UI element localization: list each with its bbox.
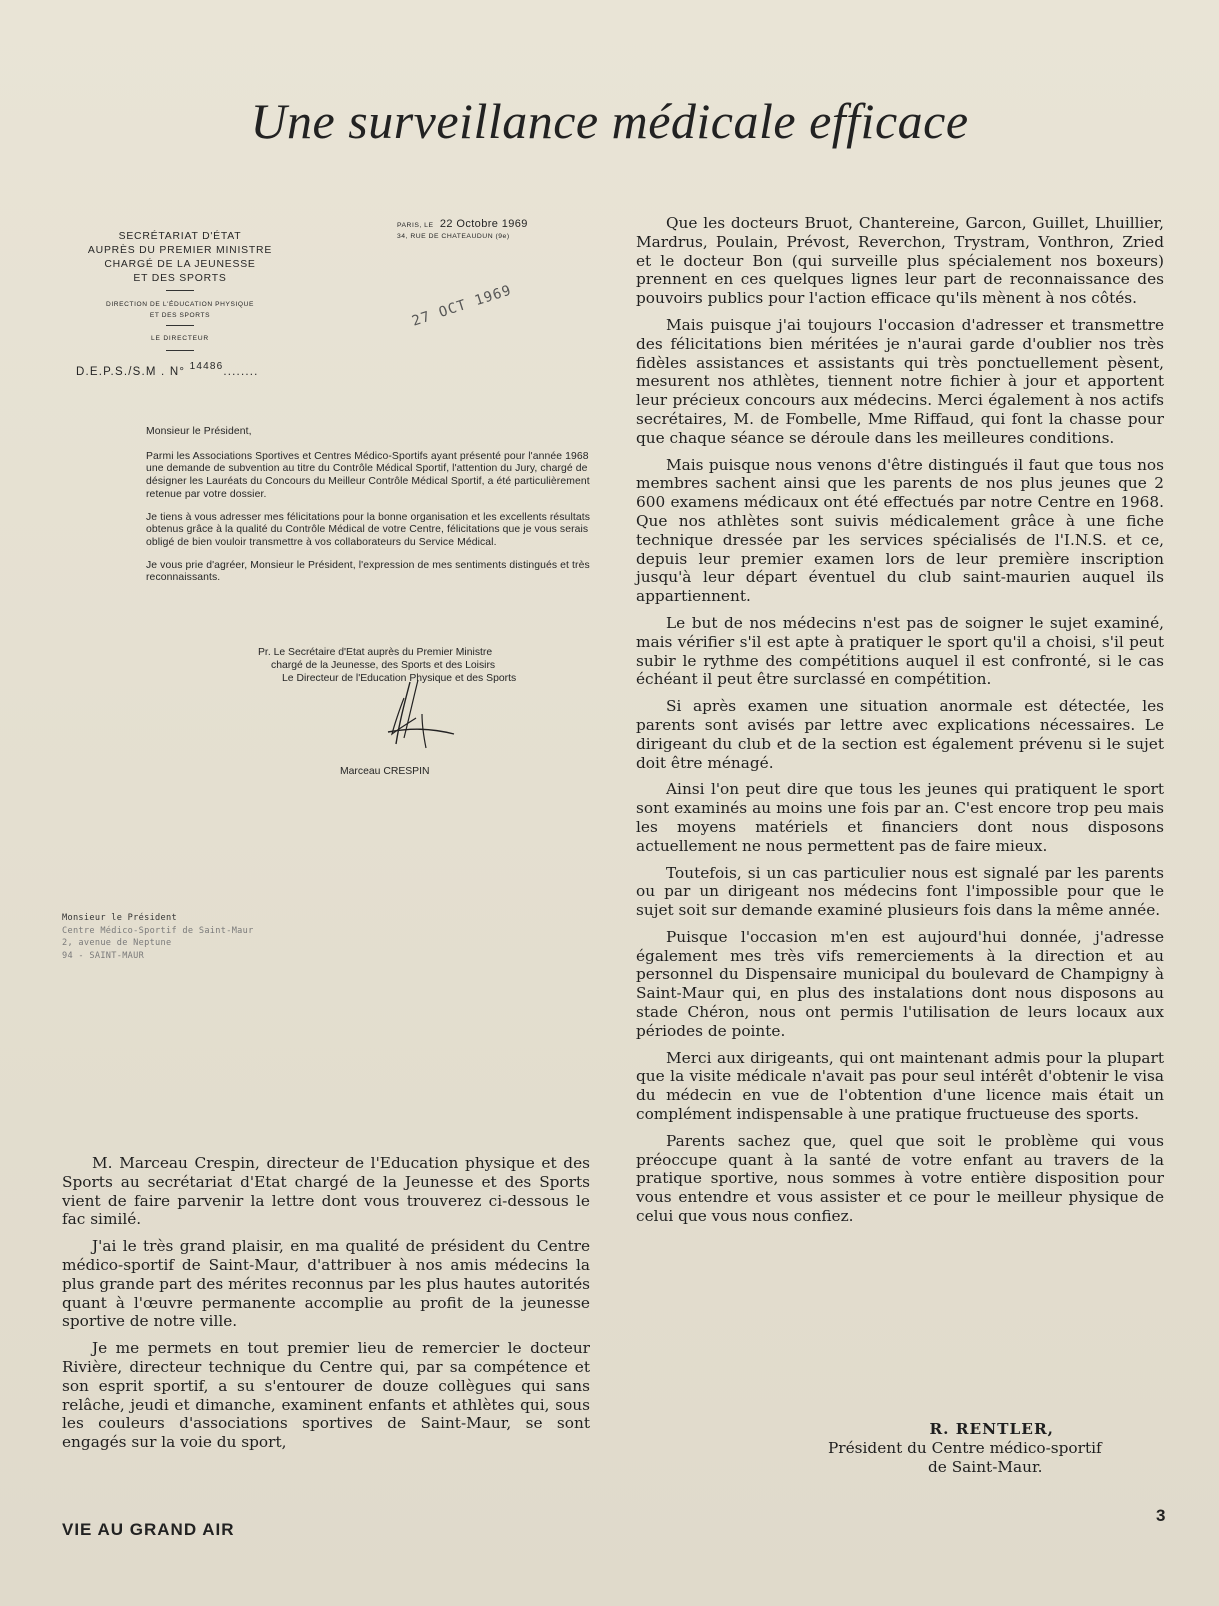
- reference-dots: ........: [223, 366, 259, 378]
- reference-value: 14486: [189, 361, 224, 372]
- letterhead-line: AUPRÈS DU PREMIER MINISTRE: [87, 245, 273, 256]
- addressee-line: 2, avenue de Neptune: [62, 938, 172, 948]
- author-name: R. RENTLER,: [929, 1420, 1054, 1438]
- letter-paragraph: Parmi les Associations Sportives et Centres Médico-Sportifs ayant présenté pour l'année 1968 une demande de subvention au titre du Contrôle Médical Sportif, l'attention du Jury, chargé de désigner les Lauréats du Concours du Meilleur Contrôle Médical Sportif, a été particulièrement retenue par votre dossier.: [146, 450, 590, 500]
- article-paragraph: Je me permets en tout premier lieu de remercier le docteur Rivière, directeur technique du Centre qui, par sa compétence et son esprit sportif, a su s'entourer de douze collègues qui sans relâche, jeudi et dimanche, examinent enfants et athlètes qui, sous les couleurs d'associations sportives de Saint-Maur, se sont engagés sur la voie du sport,: [62, 1339, 590, 1452]
- article-paragraph: Le but de nos médecins n'est pas de soigner le sujet examiné, mais vérifier s'il est apte à pratiquer le sport qu'il a choisi, s'il peut subir le rythme des compétitions auquel il est confronté, si le cas échéant il peut être surclassé en compétition.: [636, 613, 1164, 689]
- signature-line: Pr. Le Secrétaire d'Etat auprès du Premier Ministre: [258, 647, 493, 658]
- article-paragraph: Que les docteurs Bruot, Chantereine, Garcon, Guillet, Lhuillier, Mardrus, Poulain, Prévost, Reverchon, Trystram, Vonthron, Zried et le docteur Bon (qui surveille plus spécialement nos boxeurs) prennent en ces quelques lignes leur part de reconnaissance des pouvoirs publics pour l'action efficace qu'ils mènent à nos côtés.: [636, 214, 1164, 308]
- letter-addressee: [62, 912, 254, 962]
- letter-date: 22 Octobre 1969: [439, 218, 528, 230]
- direction-name: [60, 299, 300, 321]
- article-paragraph: Parents sachez que, quel que soit le problème qui vous préoccupe quant à la santé de votre enfant au travers de la pratique sportive, nous sommes à votre entière disposition pour vous entendre et vous assister et ce pour le meilleur physique de celui que vous nous confiez.: [636, 1131, 1164, 1226]
- magazine-footer: VIE AU GRAND AIR: [62, 1520, 235, 1539]
- reference-label: D.E.P.S./S.M . N°: [76, 366, 186, 378]
- letterhead: [60, 230, 300, 355]
- addressee-line: Centre Médico-Sportif de Saint-Maur: [62, 925, 254, 936]
- letter-paragraph: Je tiens à vous adresser mes félicitations pour la bonne organisation et les excellents résultats obtenus grâce à la qualité du Contrôle Médical de votre Centre, félicitations que je vous serais obligé de bien vouloir transmettre à vos collaborateurs du Service Médical.: [146, 511, 591, 548]
- article-paragraph: J'ai le très grand plaisir, en ma qualité de président du Centre médico-sportif de Saint-Maur, d'attribuer à nos amis médecins la plus grande part des mérites reconnus par les plus hautes autorités quant à l'œuvre permanente accomplie au profit de la jeunesse sportive de notre ville.: [62, 1237, 590, 1331]
- letterhead-divider: [166, 325, 194, 326]
- article-signature: [636, 1420, 1164, 1476]
- signer-name: Marceau CRESPIN: [340, 766, 430, 777]
- article-paragraph: Si après examen une situation anormale est détectée, les parents sont avisés par lettre avec explications nécessaires. Le dirigeant du club et de la section est également prévenu si le sujet doit être ménagé.: [636, 697, 1164, 772]
- letterhead-divider: [166, 290, 194, 291]
- article-column-left: [62, 1154, 590, 1460]
- article-paragraph: Mais puisque nous venons d'être distingués il faut que tous nos membres sachent ainsi que les parents de nos plus jeunes que 2 600 examens médicaux ont été effectués par notre Centre en 1968. Que nos athlètes sont suivis médicalement grâce à une fiche technique dressée par les services spécialisés de l'I.N.S. et ce, depuis leur premier examen lors de leur première inscription jusqu'à leur départ éventuel du club saint-maurien auquel ils appartiennent.: [636, 455, 1164, 606]
- article-paragraph: M. Marceau Crespin, directeur de l'Education physique et des Sports au secrétariat d'Etat chargé de la Jeunesse et des Sports vient de faire parvenir la lettre dont vous trouverez ci-dessous le fac similé.: [62, 1154, 590, 1229]
- article-paragraph: Puisque l'occasion m'en est aujourd'hui donnée, j'adresse également mes très vifs remerciements à la direction et au personnel du Dispensaire municipal du boulevard de Champigny à Saint-Maur qui, en plus des instalations dont nous disposons au stade Chéron, nous ont permis l'utilisation de leurs locaux aux périodes de pointe.: [636, 927, 1164, 1040]
- letter-body: [146, 426, 606, 595]
- letterhead-divider: [166, 350, 194, 351]
- letterhead-line: SECRÉTARIAT D'ÉTAT: [118, 231, 242, 242]
- article-paragraph: Mais puisque j'ai toujours l'occasion d'adresser et transmettre des félicitations bien méritées je n'aurai garde d'oublier nos très fidèles assistances et assistants qui très ponctuellement pèsent, mesurent nos athlètes, tiennent notre fichier à jour et apportent leur précieux concours aux médecins. Merci également à nos actifs secrétaires, M. de Fombelle, Mme Riffaud, qui font la chasse pour que chaque séance se déroule dans les meilleures conditions.: [636, 315, 1164, 447]
- letter-paragraph: Je vous prie d'agréer, Monsieur le Président, l'expression de mes sentiments distingués et très reconnaissants.: [146, 559, 590, 584]
- article-paragraph: Toutefois, si un cas particulier nous est signalé par les parents ou par un dirigeant nos médecins font l'impossible pour que le sujet soit sur demande examiné plusieurs fois dans la même année.: [636, 863, 1164, 920]
- direction-line: DIRECTION DE L'ÉDUCATION PHYSIQUE: [105, 301, 255, 308]
- direction-line: ET DES SPORTS: [149, 312, 211, 319]
- letterhead-line: ET DES SPORTS: [133, 273, 227, 284]
- handwritten-signature: [370, 678, 460, 750]
- addressee-line: Monsieur le Président: [62, 913, 177, 923]
- received-stamp: 27 OCT 1969: [410, 282, 514, 330]
- place-date: [397, 218, 528, 240]
- letterhead-line: CHARGÉ DE LA JEUNESSE: [104, 259, 256, 270]
- letter-address: 34, RUE DE CHATEAUDUN (9e): [397, 233, 510, 240]
- le-directeur: LE DIRECTEUR: [151, 335, 209, 342]
- author-role: Président du Centre médico-sportif: [828, 1438, 1102, 1457]
- reference-number: [76, 361, 259, 378]
- signature-line: chargé de la Jeunesse, des Sports et des Loisirs: [271, 660, 496, 671]
- page-number: 3: [1156, 1506, 1166, 1525]
- article-title: Une surveillance médicale efficace: [250, 93, 969, 149]
- article-column-right: [636, 214, 1164, 1234]
- signature-line: Le Directeur de l'Education Physique et des Sports: [282, 673, 517, 684]
- article-paragraph: Ainsi l'on peut dire que tous les jeunes qui pratiquent le sport sont examinés au moins une fois par an. C'est encore trop peu mais les moyens matériels et financiers dont nous disposons actuellement ne nous permettent pas de faire mieux.: [636, 780, 1164, 855]
- place-label: PARIS, LE: [397, 222, 434, 229]
- letter-salutation: Monsieur le Président,: [146, 426, 252, 437]
- author-role-2: de Saint-Maur.: [928, 1457, 1043, 1476]
- article-paragraph: Merci aux dirigeants, qui ont maintenant admis pour la plupart que la visite médicale n'avait pas pour seul intérêt d'obtenir le visa du médecin en vue de l'obtention d'une licence mais était un complément indispensable à une pratique fructueuse des sports.: [636, 1048, 1164, 1124]
- addressee-line: 94 - SAINT-MAUR: [62, 950, 145, 961]
